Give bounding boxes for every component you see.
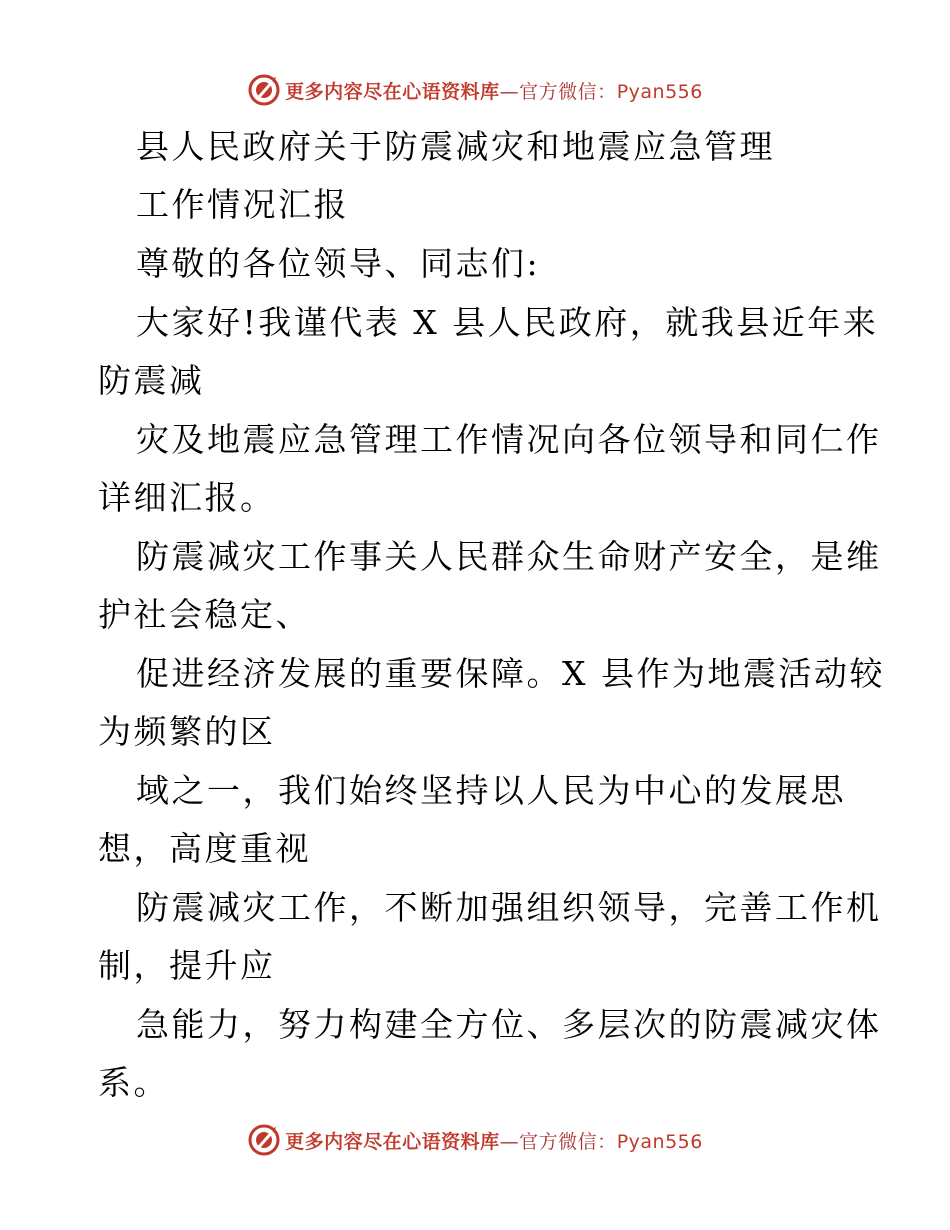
paragraph-line: 护社会稳定、: [98, 595, 311, 634]
paragraph-line: 促进经济发展的重要保障。X 县作为地震活动较: [136, 654, 885, 693]
banner-text: [285, 1127, 703, 1154]
paragraph-line: 防震减灾工作，不断加强组织领导，完善工作机: [136, 888, 882, 927]
banner-main-text: 更多内容尽在心语资料库: [285, 1130, 500, 1153]
paragraph-line: 域之一，我们始终坚持以人民为中心的发展思: [136, 771, 846, 810]
brand-logo-icon: [247, 1123, 281, 1157]
banner-wechat-id: Pyan556: [616, 1130, 703, 1153]
footer-banner: [0, 1120, 950, 1160]
paragraph-line: 想，高度重视: [98, 829, 311, 868]
paragraph-line: 急能力，努力构建全方位、多层次的防震减灾体: [136, 1005, 882, 1044]
paragraph-line: 防震减灾工作事关人民群众生命财产安全，是维: [136, 537, 882, 576]
paragraph-line: 大家好!我谨代表 X 县人民政府，就我县近年来: [136, 303, 879, 342]
banner-dash: —: [499, 1130, 520, 1153]
banner-dash: —: [499, 80, 520, 103]
paragraph-line: 灾及地震应急管理工作情况向各位领导和同仁作: [136, 420, 882, 459]
document-title-line-1: 县人民政府关于防震减灾和地震应急管理: [136, 127, 775, 166]
banner-wechat-label: 官方微信：: [519, 1130, 617, 1153]
paragraph-line: 系。: [98, 1063, 169, 1102]
banner-main-text: 更多内容尽在心语资料库: [285, 80, 500, 103]
paragraph-line: 详细汇报。: [98, 478, 276, 517]
paragraph-line: 为频繁的区: [98, 712, 276, 751]
salutation-line: 尊敬的各位领导、同志们:: [136, 244, 541, 283]
paragraph-line: 防震减: [98, 361, 205, 400]
banner-wechat-label: 官方微信：: [519, 80, 617, 103]
banner-wechat-id: Pyan556: [616, 80, 703, 103]
paragraph-line: 制，提升应: [98, 946, 276, 985]
document-title-line-2: 工作情况汇报: [136, 185, 349, 224]
